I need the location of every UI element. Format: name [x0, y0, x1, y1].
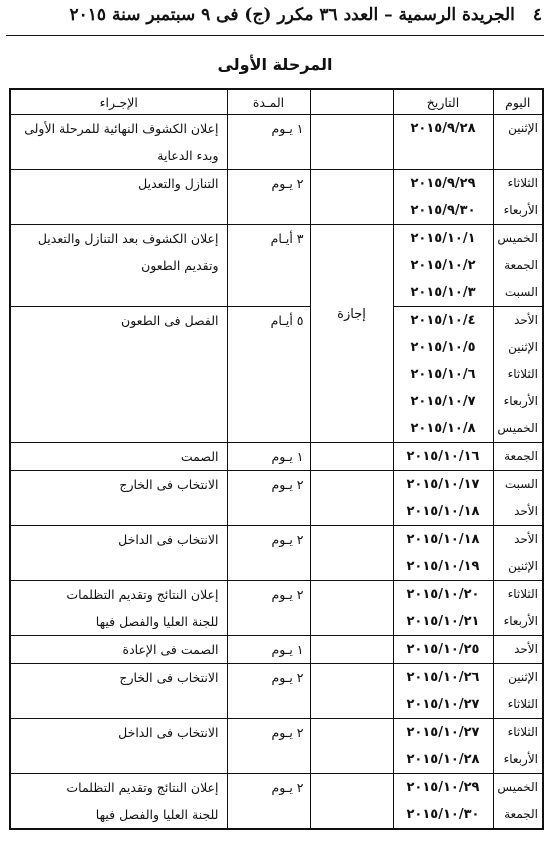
day-name: الجمعة: [504, 258, 538, 272]
day-name: السبت: [504, 285, 538, 299]
day-name: الأربعاء: [503, 752, 538, 766]
action-text: إعلان الكشوف بعد التنازل والتعديل: [37, 231, 219, 246]
section-title: المرحلة الأولى: [217, 55, 333, 74]
table-row: [10, 526, 543, 581]
note-cell-empty: [310, 115, 393, 170]
duration-value: ١ يـوم: [271, 642, 304, 657]
table-row: [10, 471, 543, 526]
date-cell: [393, 774, 493, 830]
date-cell: [393, 526, 493, 581]
action-text: إعلان الكشوف النهائية للمرحلة الأولى: [24, 121, 219, 136]
duration-value: ٢ يـوم: [271, 477, 304, 492]
table-row: [10, 664, 543, 719]
header-note: [310, 89, 393, 115]
date-value: ٢٠١٥/١٠/٢٩: [406, 780, 480, 795]
day-name: الأربعاء: [503, 614, 538, 628]
date-cell: [393, 225, 493, 307]
note-cell-empty: [310, 774, 393, 830]
duration-value: ٢ يـوم: [271, 780, 304, 795]
date-value: ٢٠١٥/١٠/٢٨: [406, 752, 480, 767]
table-header-row: [10, 89, 543, 115]
date-value: ٢٠١٥/١٠/٢: [410, 258, 476, 273]
duration-value: ٢ يـوم: [271, 532, 304, 547]
day-cell: [493, 581, 543, 636]
day-name: الإثنين: [508, 559, 538, 573]
day-name: الإثنين: [508, 340, 538, 354]
action-text: وتقديم الطعون: [141, 258, 219, 273]
date-value: ٢٠١٥/١٠/٣٠: [406, 807, 480, 822]
duration-value: ٣ أيـام: [270, 231, 304, 246]
action-text: الانتخاب فى الداخل: [118, 532, 219, 547]
date-cell: [393, 664, 493, 719]
action-text: الفصل فى الطعون: [121, 313, 219, 328]
date-value: ٢٠١٥/١٠/٢١: [406, 614, 480, 629]
date-value: ٢٠١٥/٩/٣٠: [410, 203, 476, 218]
action-cell: [10, 719, 227, 774]
duration-cell: [227, 581, 310, 636]
date-value: ٢٠١٥/١٠/١٩: [406, 559, 480, 574]
duration-value: ٢ يـوم: [271, 176, 304, 191]
duration-cell: [227, 471, 310, 526]
date-value: ٢٠١٥/١٠/٥: [410, 340, 476, 355]
date-value: ٢٠١٥/١٠/١٨: [406, 504, 480, 519]
duration-cell: [227, 170, 310, 225]
duration-cell: [227, 636, 310, 664]
table-row: [10, 115, 543, 170]
date-value: ٢٠١٥/١٠/٢٦: [406, 670, 480, 685]
date-value: ٢٠١٥/١٠/٤: [410, 313, 476, 328]
header-date: التاريخ: [393, 89, 493, 115]
day-name: الإثنين: [508, 121, 538, 135]
day-name: الخميس: [497, 231, 538, 245]
duration-cell: [227, 664, 310, 719]
header-action: الإجـراء: [10, 89, 227, 115]
day-cell: [493, 170, 543, 225]
duration-value: ٢ يـوم: [271, 670, 304, 685]
action-text: الانتخاب فى الخارج: [119, 670, 219, 685]
day-cell: [493, 636, 543, 664]
action-cell: [10, 307, 227, 443]
action-text: إعلان النتائج وتقديم التظلمات: [66, 780, 219, 795]
day-name: الثلاثاء: [507, 367, 538, 381]
duration-value: ١ يـوم: [271, 449, 304, 464]
schedule-table: [9, 88, 544, 830]
action-cell: [10, 115, 227, 170]
note-cell-empty: [310, 170, 393, 225]
date-value: ٢٠١٥/١٠/١: [410, 231, 476, 246]
day-cell: [493, 471, 543, 526]
date-value: ٢٠١٥/١٠/١٦: [406, 449, 480, 464]
duration-cell: [227, 307, 310, 443]
page-number: ٤: [532, 5, 542, 25]
note-cell-empty: [310, 526, 393, 581]
duration-value: ١ يـوم: [271, 121, 304, 136]
page-header: [6, 0, 542, 30]
day-cell: [493, 225, 543, 307]
header-divider: [6, 35, 544, 36]
table-row: [10, 225, 543, 307]
action-cell: [10, 526, 227, 581]
action-text: الانتخاب فى الداخل: [118, 725, 219, 740]
duration-value: ٢ يـوم: [271, 725, 304, 740]
note-cell-empty: [310, 636, 393, 664]
day-name: الأربعاء: [503, 394, 538, 408]
day-name: الخميس: [497, 421, 538, 435]
day-cell: [493, 774, 543, 830]
table-row: [10, 581, 543, 636]
table-row: [10, 170, 543, 225]
date-value: ٢٠١٥/٩/٢٨: [410, 121, 476, 136]
action-cell: [10, 225, 227, 307]
date-cell: [393, 115, 493, 170]
duration-cell: [227, 719, 310, 774]
holiday-note: إجازة: [310, 307, 393, 443]
date-value: ٢٠١٥/١٠/٢٧: [406, 725, 480, 740]
schedule-body: [10, 115, 543, 830]
date-cell: [393, 170, 493, 225]
day-name: الخميس: [497, 780, 538, 794]
date-cell: [393, 581, 493, 636]
date-value: ٢٠١٥/١٠/٢٥: [406, 642, 480, 657]
header-duration: المـدة: [227, 89, 310, 115]
duration-cell: [227, 443, 310, 471]
date-cell: [393, 471, 493, 526]
date-value: ٢٠١٥/١٠/٦: [410, 367, 476, 382]
date-value: ٢٠١٥/١٠/٧: [410, 394, 476, 409]
day-name: الجمعة: [504, 807, 538, 821]
day-name: الإثنين: [508, 670, 538, 684]
day-cell: [493, 115, 543, 170]
action-text: إعلان النتائج وتقديم التظلمات: [66, 587, 219, 602]
date-value: ٢٠١٥/١٠/١٧: [406, 477, 480, 492]
duration-value: ٢ يـوم: [271, 587, 304, 602]
day-cell: [493, 443, 543, 471]
duration-cell: [227, 526, 310, 581]
header-text: الجريدة الرسمية – العدد ٣٦ مكرر (ج) فى ٩ سبتمبر سنة ٢٠١٥: [69, 5, 515, 25]
day-cell: [493, 526, 543, 581]
action-text: للجنة العليا والفصل فيها: [95, 807, 219, 822]
date-value: ٢٠١٥/١٠/١٨: [406, 532, 480, 547]
date-value: ٢٠١٥/١٠/٢٧: [406, 697, 480, 712]
table-row: [10, 307, 543, 443]
note-cell-empty: [310, 581, 393, 636]
action-text: الصمت: [180, 449, 219, 464]
day-name: الأحد: [514, 642, 538, 656]
duration-cell: [227, 774, 310, 830]
header-day: اليوم: [493, 89, 543, 115]
date-cell: [393, 307, 493, 443]
action-cell: [10, 664, 227, 719]
date-value: ٢٠١٥/٩/٢٩: [410, 176, 476, 191]
date-cell: [393, 636, 493, 664]
day-name: الثلاثاء: [507, 587, 538, 601]
day-name: الأحد: [514, 532, 538, 546]
action-cell: [10, 581, 227, 636]
table-row: [10, 636, 543, 664]
duration-cell: [227, 225, 310, 307]
action-text: للجنة العليا والفصل فيها: [95, 614, 219, 629]
note-cell-empty: [310, 225, 393, 307]
table-row: [10, 719, 543, 774]
action-text: الانتخاب فى الخارج: [119, 477, 219, 492]
day-name: الثلاثاء: [507, 176, 538, 190]
day-name: الأربعاء: [503, 203, 538, 217]
action-text: وبدء الدعاية: [157, 148, 219, 163]
duration-value: ٥ أيـام: [270, 313, 304, 328]
day-name: الجمعة: [504, 449, 538, 463]
day-name: الثلاثاء: [507, 697, 538, 711]
date-value: ٢٠١٥/١٠/٣: [410, 285, 476, 300]
date-value: ٢٠١٥/١٠/٢٠: [406, 587, 480, 602]
day-cell: [493, 307, 543, 443]
date-cell: [393, 443, 493, 471]
date-value: ٢٠١٥/١٠/٨: [410, 421, 476, 436]
day-cell: [493, 664, 543, 719]
table-row: [10, 443, 543, 471]
action-cell: [10, 774, 227, 830]
note-cell-empty: [310, 664, 393, 719]
action-text: التنازل والتعديل: [138, 176, 219, 191]
action-text: الصمت فى الإعادة: [122, 642, 219, 657]
note-cell-empty: [310, 719, 393, 774]
day-name: السبت: [504, 477, 538, 491]
day-name: الثلاثاء: [507, 725, 538, 739]
duration-cell: [227, 115, 310, 170]
day-cell: [493, 719, 543, 774]
note-cell-empty: [310, 443, 393, 471]
day-name: الأحد: [514, 313, 538, 327]
action-cell: [10, 471, 227, 526]
action-cell: [10, 170, 227, 225]
day-name: الأحد: [514, 504, 538, 518]
date-cell: [393, 719, 493, 774]
action-cell: [10, 636, 227, 664]
table-row: [10, 774, 543, 830]
action-cell: [10, 443, 227, 471]
note-cell-empty: [310, 471, 393, 526]
